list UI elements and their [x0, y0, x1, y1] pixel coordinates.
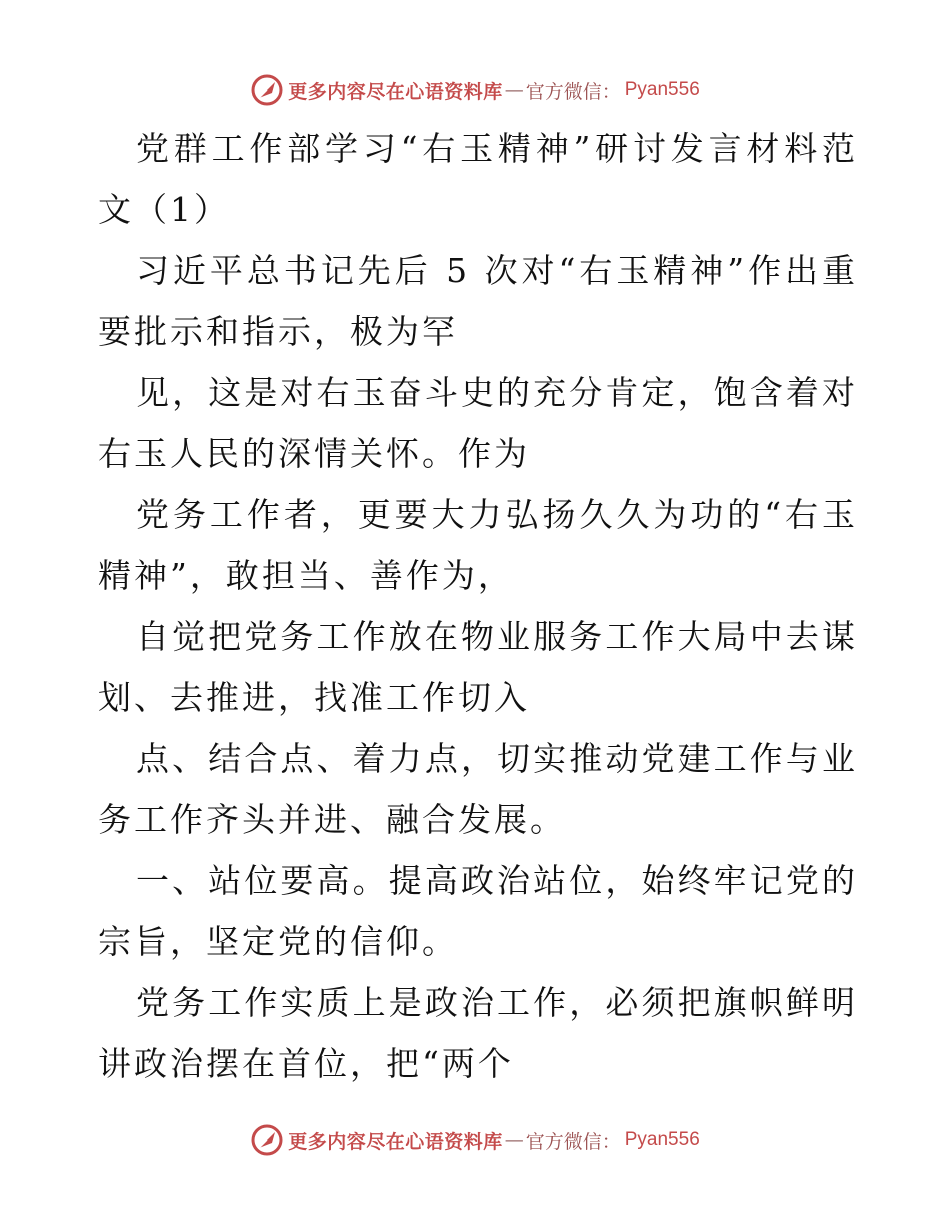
header-banner — [0, 70, 950, 110]
banner-separator: — — [504, 79, 524, 101]
banner-wechat-label: 官方微信： — [525, 80, 621, 103]
document-body — [98, 118, 858, 1094]
banner-slogan: 更多内容尽在心语资料库 — [288, 80, 503, 103]
footer-banner — [0, 1120, 950, 1160]
banner-wechat-id: Pyan556 — [624, 1129, 700, 1150]
section-heading: 一、站位要高。提高政治站位，始终牢记党的宗旨，坚定党的信仰。 — [98, 861, 858, 961]
paragraph: 点、结合点、着力点，切实推动党建工作与业务工作齐头并进、融合发展。 — [98, 739, 858, 839]
paragraph: 习近平总书记先后 5 次对“右玉精神”作出重要批示和指示，极为罕 — [98, 251, 858, 351]
paragraph: 党务工作者，更要大力弘扬久久为功的“右玉精神”，敢担当、善作为， — [98, 495, 858, 595]
quill-pen-logo-icon — [250, 73, 284, 107]
banner-wechat-id: Pyan556 — [624, 79, 700, 100]
banner-separator: — — [504, 1129, 524, 1151]
paragraph: 党务工作实质上是政治工作，必须把旗帜鲜明讲政治摆在首位，把“两个 — [98, 983, 858, 1083]
banner-wechat-label: 官方微信： — [525, 1130, 621, 1153]
quill-pen-logo-icon — [250, 1123, 284, 1157]
paragraph: 见，这是对右玉奋斗史的充分肯定，饱含着对右玉人民的深情关怀。作为 — [98, 373, 858, 473]
paragraph: 自觉把党务工作放在物业服务工作大局中去谋划、去推进，找准工作切入 — [98, 617, 858, 717]
banner-slogan: 更多内容尽在心语资料库 — [288, 1130, 503, 1153]
document-title: 党群工作部学习“右玉精神”研讨发言材料范文（1） — [98, 129, 858, 229]
